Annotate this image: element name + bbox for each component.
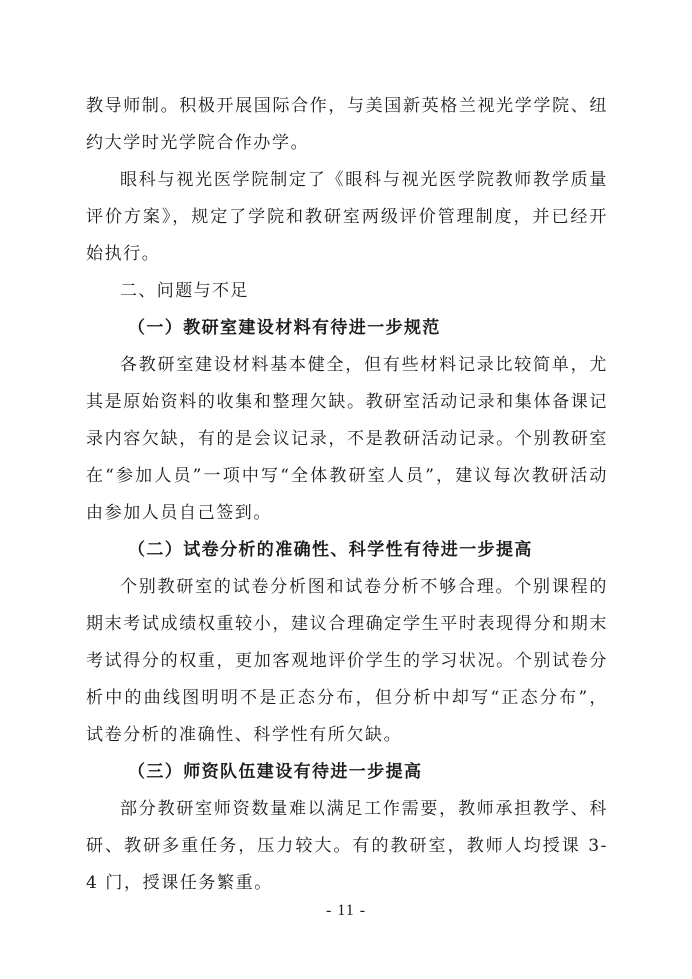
paragraph-materials: 各教研室建设材料基本健全，但有些材料记录比较简单，尤其是原始资料的收集和整理欠缺。教研室活动记录和集体备课记录内容欠缺，有的是会议记录，不是教研活动记录。个别教研室在“参加人员”一项中写“全体教研室人员”，建议每次教研活动由参加人员自己签到。 (86, 355, 608, 523)
document-body (86, 88, 608, 902)
subheading-exam-analysis: （二）试卷分析的准确性、科学性有待进一步提高 (128, 540, 533, 560)
section-heading-problems: 二、问题与不足 (120, 281, 249, 301)
page-number: - 11 - (325, 902, 367, 919)
paragraph-exam-analysis: 个别教研室的试卷分析图和试卷分析不够合理。个别课程的期末考试成绩权重较小，建议合理确定学生平时表现得分和期末考试得分的权重，更加客观地评价学生的学习状况。个别试卷分析中的曲线图明明不是正态分布，但分析中却写“正态分布”，试卷分析的准确性、科学性有所欠缺。 (86, 577, 608, 745)
paragraph-continued: 教导师制。积极开展国际合作，与美国新英格兰视光学学院、纽约大学时光学院合作办学。 (86, 96, 608, 153)
subheading-materials: （一）教研室建设材料有待进一步规范 (128, 318, 441, 338)
subheading-faculty: （三）师资队伍建设有待进一步提高 (128, 762, 423, 782)
paragraph-evaluation-plan: 眼科与视光医学院制定了《眼科与视光医学院教师教学质量评价方案》，规定了学院和教研室两级评价管理制度，并已经开始执行。 (86, 170, 608, 264)
paragraph-faculty: 部分教研室师资数量难以满足工作需要，教师承担教学、科研、教研多重任务，压力较大。有的教研室，教师人均授课 3-4 门，授课任务繁重。 (86, 799, 608, 893)
